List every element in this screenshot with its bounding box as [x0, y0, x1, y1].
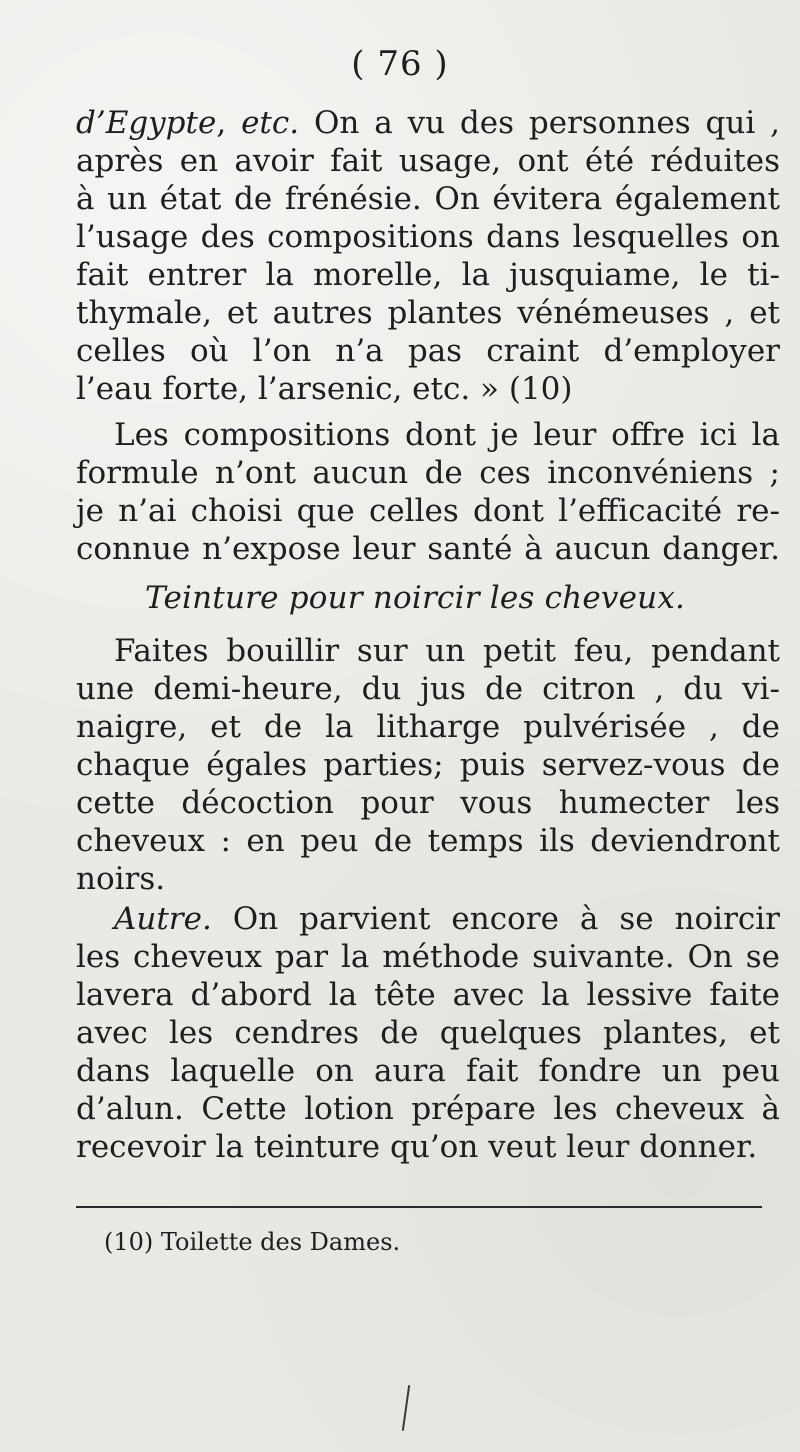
paragraph-3-line-4: chaque égales parties; puis servez-vous de — [76, 747, 780, 783]
paragraph-4-line-1 — [76, 900, 780, 938]
paragraph-4-line-2: les cheveux par la méthode suivante. On se — [76, 939, 780, 975]
paragraph-4-line-6: d’alun. Cette lotion prépare les cheveux à — [76, 1091, 780, 1127]
paragraph-1-line-7: celles où l’on n’a pas craint d’employer — [76, 333, 780, 369]
paragraph-1-line-8: l’eau forte, l’arsenic, etc. » (10) — [76, 371, 573, 407]
paragraph-3-line-6: cheveux : en peu de temps ils deviendront — [76, 823, 780, 859]
paragraph-1-line-1-rest: On a vu des personnes qui , — [299, 105, 780, 141]
paragraph-4-line-3: lavera d’abord la tête avec la lessive faite — [76, 977, 780, 1013]
paragraph-1-line-3: à un état de frénésie. On évitera également — [76, 181, 780, 217]
footnote: (10) Toilette des Dames. — [104, 1228, 401, 1256]
paragraph-2 — [76, 416, 780, 568]
paragraph-2-line-3: je n’ai choisi que celles dont l’efficacité re- — [76, 493, 780, 529]
paragraph-3-line-2: une demi-heure, du jus de citron , du vi- — [76, 671, 780, 707]
paragraph-1-line-1-italic-etc: etc. — [241, 105, 300, 141]
paragraph-4-lead: Autre. — [114, 901, 212, 937]
paragraph-4-line-7: recevoir la teinture qu’on veut leur donner. — [76, 1129, 758, 1165]
paragraph-1-line-1-italic-place: d’Egypte — [76, 105, 217, 141]
stray-ink-mark — [402, 1385, 410, 1431]
paragraph-1-line-2: après en avoir fait usage, ont été réduites — [76, 143, 780, 179]
paragraph-1-line-1 — [76, 104, 780, 142]
paragraph-4 — [76, 900, 780, 1166]
paragraph-1-line-4: l’usage des compositions dans lesquelles on — [76, 219, 780, 255]
paragraph-2-line-2: formule n’ont aucun de ces inconvéniens ; — [76, 455, 780, 491]
paragraph-1-line-1-comma: , — [216, 105, 242, 141]
paragraph-4-line-5: dans laquelle on aura fait fondre un peu — [76, 1053, 780, 1089]
paragraph-1 — [76, 104, 780, 408]
footnote-divider — [76, 1206, 762, 1208]
paragraph-2-line-4: connue n’expose leur santé à aucun danger. — [76, 531, 780, 567]
paragraph-1-line-6: thymale, et autres plantes vénémeuses , et — [76, 295, 780, 331]
paragraph-3-line-7: noirs. — [76, 861, 166, 897]
paragraph-1-line-5: fait entrer la morelle, la jusquiame, le ti- — [76, 257, 780, 293]
paragraph-3-line-1: Faites bouillir sur un petit feu, pendant — [114, 633, 780, 669]
paragraph-3 — [76, 632, 780, 898]
paragraph-4-line-4: avec les cendres de quelques plantes, et — [76, 1015, 780, 1051]
page-number: ( 76 ) — [351, 44, 449, 84]
paragraph-2-line-1: Les compositions dont je leur offre ici la — [114, 417, 780, 453]
paragraph-4-line-1-text: On parvient encore à se noircir — [211, 901, 780, 937]
section-heading: Teinture pour noircir les cheveux. — [145, 580, 686, 616]
paragraph-3-line-5: cette décoction pour vous humecter les — [76, 785, 780, 821]
paragraph-3-line-3: naigre, et de la litharge pulvérisée , de — [76, 709, 780, 745]
